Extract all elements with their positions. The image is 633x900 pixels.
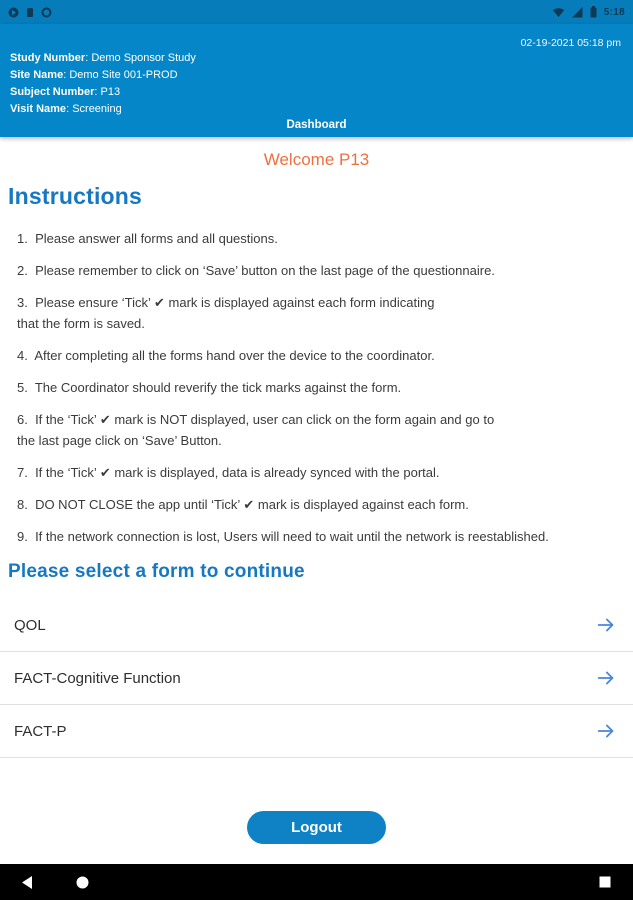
- cellular-signal-icon: [572, 7, 583, 18]
- select-form-title: Please select a form to continue: [8, 561, 305, 582]
- welcome-text: Welcome P13: [263, 150, 370, 169]
- header-field-label: Subject Number: [10, 86, 95, 98]
- header-field-value: P13: [100, 86, 121, 98]
- main-content: [0, 150, 633, 844]
- status-left-icons: [8, 7, 52, 18]
- status-time: 5:18: [603, 6, 625, 18]
- header-field: [10, 50, 196, 67]
- instruction-item: 2. Please remember to click on ‘Save’ button on the last page of the questionnaire.: [17, 263, 495, 278]
- header-datetime: 02-19-2021 05:18 pm: [520, 37, 621, 49]
- header-field: [10, 67, 196, 84]
- header-field-colon: :: [85, 52, 92, 64]
- header-field-colon: :: [66, 103, 73, 115]
- form-list: [0, 599, 633, 758]
- header-field-label: Study Number: [10, 52, 86, 64]
- instruction-item: 5. The Coordinator should reverify the tick marks against the form.: [17, 380, 402, 395]
- circle-play-icon: [8, 7, 19, 18]
- instruction-item: 4. After completing all the forms hand over the device to the coordinator.: [17, 348, 435, 363]
- battery-icon: [590, 6, 597, 18]
- page-title-dashboard: Dashboard: [286, 119, 347, 131]
- header-field-value: Screening: [72, 103, 122, 115]
- form-list-item[interactable]: [0, 705, 633, 758]
- header-field-value: Demo Site 001-PROD: [69, 69, 178, 81]
- form-label: QOL: [14, 616, 46, 634]
- back-icon[interactable]: [22, 876, 33, 889]
- instruction-item: 3. Please ensure ‘Tick’ ✔ mark is displayed against each form indicating that the form is saved.: [17, 295, 435, 331]
- arrow-right-icon: [595, 720, 617, 742]
- home-icon[interactable]: [76, 876, 89, 889]
- header-field-value: Demo Sponsor Study: [91, 52, 196, 64]
- storage-icon: [26, 7, 34, 18]
- instructions-list: [17, 228, 623, 547]
- app-header: [0, 24, 633, 137]
- form-label: FACT-P: [14, 722, 67, 740]
- instructions-title: Instructions: [8, 183, 143, 209]
- header-field-label: Site Name: [10, 69, 64, 81]
- instruction-item: 1. Please answer all forms and all questions.: [17, 231, 278, 246]
- instruction-item: 7. If the ‘Tick’ ✔ mark is displayed, data is already synced with the portal.: [17, 465, 440, 480]
- instruction-item: 8. DO NOT CLOSE the app until ‘Tick’ ✔ mark is displayed against each form.: [17, 497, 469, 512]
- header-fields: [10, 50, 196, 118]
- header-field-label: Visit Name: [10, 103, 67, 115]
- arrow-right-icon: [595, 614, 617, 636]
- form-list-item[interactable]: [0, 652, 633, 705]
- status-right-icons: [552, 6, 625, 18]
- header-field-colon: :: [94, 86, 101, 98]
- logout-container: [0, 811, 633, 844]
- wifi-icon: [552, 7, 565, 18]
- instruction-item: 6. If the ‘Tick’ ✔ mark is NOT displayed, user can click on the form again and go to the last page click on ‘Save’ Button.: [17, 412, 495, 448]
- logout-button[interactable]: Logout: [247, 811, 386, 844]
- android-nav-bar: [0, 864, 633, 900]
- header-field: [10, 101, 196, 118]
- header-field: [10, 84, 196, 101]
- arrow-right-icon: [595, 667, 617, 689]
- form-list-item[interactable]: [0, 599, 633, 652]
- recents-icon[interactable]: [599, 876, 611, 888]
- instruction-item: 9. If the network connection is lost, Users will need to wait until the network is reestablished.: [17, 529, 549, 544]
- form-label: FACT-Cognitive Function: [14, 669, 181, 687]
- header-field-colon: :: [63, 69, 70, 81]
- ring-icon: [41, 7, 52, 18]
- status-bar: [0, 0, 633, 24]
